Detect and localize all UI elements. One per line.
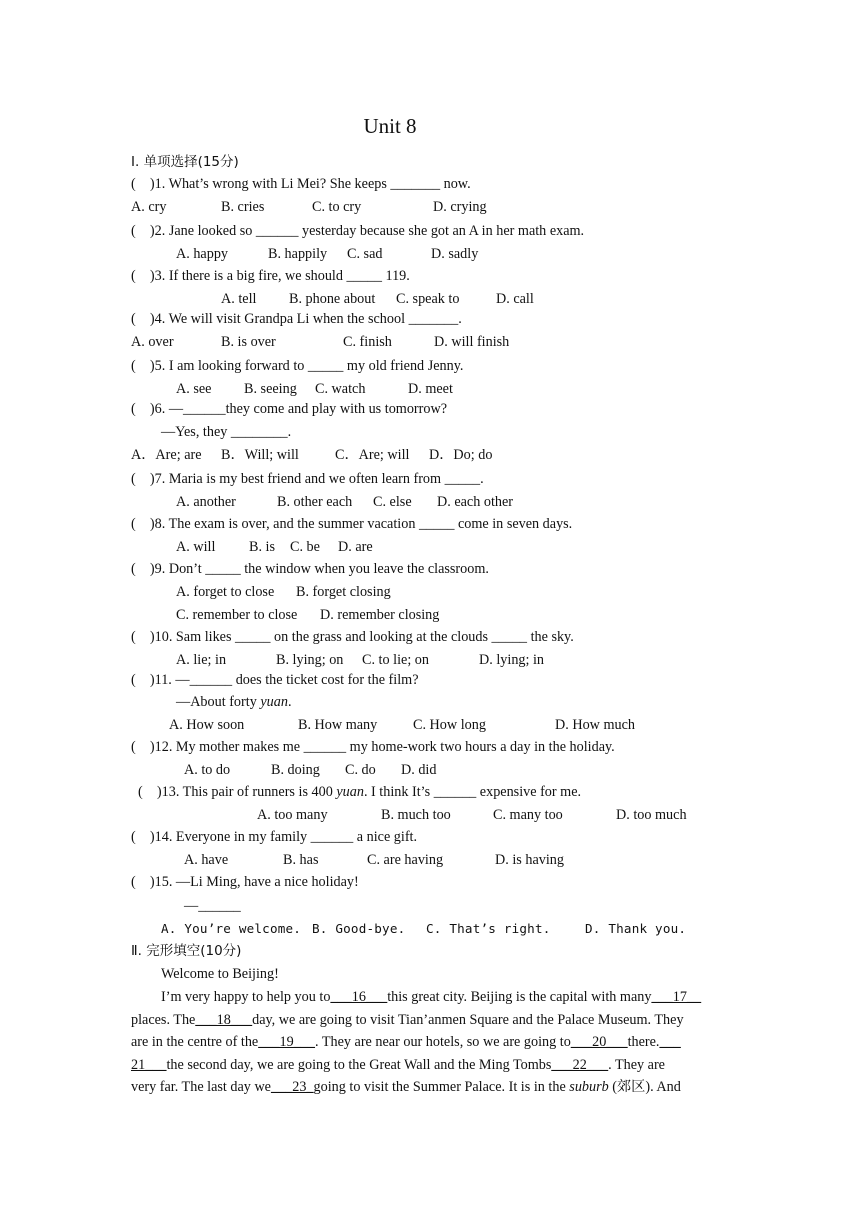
q8-option-c: C. be bbox=[290, 539, 320, 555]
blank-19: ___19___ bbox=[258, 1034, 315, 1050]
q10-stem: ( )10. Sam likes _____ on the grass and looking at the clouds _____ the sky. bbox=[131, 629, 574, 645]
q4-option-c: C. finish bbox=[343, 334, 392, 350]
q6-option-b: B．Will; will bbox=[221, 447, 299, 463]
q10-option-a: A. lie; in bbox=[176, 652, 227, 668]
q2-stem: ( )2. Jane looked so ______ yesterday because she got an A in her math exam. bbox=[131, 223, 585, 239]
q11-answer-end: . bbox=[287, 694, 292, 710]
passage-text: this great city. Beijing is the capital with many bbox=[387, 989, 652, 1005]
q13-option-b: B. much too bbox=[381, 807, 451, 823]
q9-option-b: B. forget closing bbox=[296, 584, 391, 600]
q5-option-c: C. watch bbox=[315, 381, 366, 397]
q1-option-a: A. cry bbox=[131, 199, 167, 215]
q9-option-d: D. remember closing bbox=[320, 607, 440, 623]
q4-option-b: B. is over bbox=[221, 334, 276, 350]
q8-option-d: D. are bbox=[338, 539, 373, 555]
blank-18: ___18___ bbox=[195, 1012, 253, 1028]
q14-option-d: D. is having bbox=[495, 852, 564, 868]
q11-option-b: B. How many bbox=[298, 717, 378, 733]
q8-option-a: A. will bbox=[176, 539, 216, 555]
passage-text: very far. The last day we bbox=[131, 1079, 271, 1095]
passage-line-2 bbox=[131, 1011, 684, 1029]
q13-option-c: C. many too bbox=[493, 807, 563, 823]
q1-option-b: B. cries bbox=[221, 199, 265, 215]
q7-option-b: B. other each bbox=[277, 494, 353, 510]
q3-option-d: D. call bbox=[496, 291, 534, 307]
q9-stem: ( )9. Don’t _____ the window when you leave the classroom. bbox=[131, 561, 489, 577]
q12-option-c: C. do bbox=[345, 762, 376, 778]
q2-option-b: B. happily bbox=[268, 246, 328, 262]
passage-text: going to visit the Summer Palace. It is in the bbox=[313, 1079, 570, 1095]
q7-stem: ( )7. Maria is my best friend and we often learn from _____. bbox=[131, 471, 484, 487]
q14-stem: ( )14. Everyone in my family ______ a nice gift. bbox=[131, 829, 418, 845]
q12-stem: ( )12. My mother makes me ______ my home-work two hours a day in the holiday. bbox=[131, 739, 615, 755]
q9-option-c: C. remember to close bbox=[176, 607, 298, 623]
q3-option-c: C. speak to bbox=[396, 291, 460, 307]
section-2-heading: Ⅱ. 完形填空(10分) bbox=[131, 943, 242, 959]
q8-stem: ( )8. The exam is over, and the summer vacation _____ come in seven days. bbox=[131, 516, 573, 532]
passage-text: there. bbox=[627, 1034, 660, 1050]
q15-stem: ( )15. —Li Ming, have a nice holiday! bbox=[131, 874, 359, 890]
passage-text: places. The bbox=[131, 1012, 196, 1028]
blank-21-start: ___ bbox=[659, 1034, 681, 1050]
q12-option-a: A. to do bbox=[184, 762, 231, 778]
blank-17: ___17__ bbox=[651, 989, 702, 1005]
q13-stem-italic: yuan bbox=[336, 784, 364, 800]
blank-23: ___23_ bbox=[270, 1079, 314, 1095]
q7-option-c: C. else bbox=[373, 494, 412, 510]
q10-option-b: B. lying; on bbox=[276, 652, 344, 668]
q3-option-a: A. tell bbox=[221, 291, 257, 307]
passage-line-5 bbox=[131, 1078, 681, 1096]
q5-option-d: D. meet bbox=[408, 381, 453, 397]
q3-stem: ( )3. If there is a big fire, we should _____ 119. bbox=[131, 268, 410, 284]
section-1-heading: Ⅰ. 单项选择(15分) bbox=[131, 154, 239, 170]
q2-option-d: D. sadly bbox=[431, 246, 479, 262]
q6-answer-line: —Yes, they ________. bbox=[161, 424, 292, 440]
passage-line-4 bbox=[131, 1056, 665, 1074]
q5-option-b: B. seeing bbox=[244, 381, 297, 397]
q15-answer-line: —______ bbox=[184, 898, 241, 914]
q2-option-a: A. happy bbox=[176, 246, 229, 262]
q15-option-d: D. Thank you. bbox=[585, 921, 687, 936]
q4-stem: ( )4. We will visit Grandpa Li when the school _______. bbox=[131, 311, 462, 327]
q12-option-b: B. doing bbox=[271, 762, 320, 778]
passage-text: the second day, we are going to the Great Wall and the Ming Tombs bbox=[166, 1057, 552, 1073]
q7-option-d: D. each other bbox=[437, 494, 514, 510]
blank-21: 21___ bbox=[131, 1057, 167, 1073]
q11-answer-line bbox=[176, 693, 291, 711]
q1-stem: ( )1. What’s wrong with Li Mei? She keeps _______ now. bbox=[131, 176, 471, 192]
q6-option-c: C．Are; will bbox=[335, 447, 410, 463]
q8-option-b: B. is bbox=[249, 539, 276, 555]
q11-stem: ( )11. —______ does the ticket cost for the film? bbox=[131, 672, 419, 688]
q1-option-d: D. crying bbox=[433, 199, 487, 215]
q5-option-a: A. see bbox=[176, 381, 212, 397]
q13-stem-end: . I think It’s ______ expensive for me. bbox=[363, 784, 582, 800]
q1-option-c: C. to cry bbox=[312, 199, 362, 215]
q10-option-c: C. to lie; on bbox=[362, 652, 429, 668]
q10-option-d: D. lying; in bbox=[479, 652, 545, 668]
q12-option-d: D. did bbox=[401, 762, 437, 778]
passage-text: I’m very happy to help you to bbox=[161, 989, 331, 1005]
q11-answer-text: —About forty bbox=[176, 694, 261, 710]
q14-option-b: B. has bbox=[283, 852, 319, 868]
q3-option-b: B. phone about bbox=[289, 291, 376, 307]
passage-text: are in the centre of the bbox=[131, 1034, 259, 1050]
q13-stem-start: ( )13. This pair of runners is 400 bbox=[138, 784, 337, 800]
passage-text: day, we are going to visit Tian’anmen Square and the Palace Museum. They bbox=[252, 1012, 684, 1028]
blank-16: ___16___ bbox=[330, 989, 388, 1005]
q4-option-d: D. will finish bbox=[434, 334, 510, 350]
q5-stem: ( )5. I am looking forward to _____ my old friend Jenny. bbox=[131, 358, 464, 374]
q7-option-a: A. another bbox=[176, 494, 236, 510]
passage-text: . They are bbox=[608, 1057, 665, 1073]
q6-option-d: D．Do; do bbox=[429, 447, 493, 463]
q6-stem: ( )6. —______they come and play with us tomorrow? bbox=[131, 401, 448, 417]
passage-title: Welcome to Beijing! bbox=[161, 966, 279, 982]
blank-22: ___22___ bbox=[551, 1057, 609, 1073]
q11-answer-italic: yuan bbox=[260, 694, 288, 710]
q4-option-a: A. over bbox=[131, 334, 174, 350]
q15-option-b: B. Good-bye. bbox=[312, 921, 406, 936]
passage-text: . They are near our hotels, so we are going to bbox=[314, 1034, 571, 1050]
q11-option-c: C. How long bbox=[413, 717, 486, 733]
passage-italic-word: suburb bbox=[569, 1079, 609, 1095]
passage-text: (郊区). And bbox=[608, 1079, 681, 1095]
q15-option-a: A. You’re welcome. bbox=[161, 921, 302, 936]
q11-option-a: A. How soon bbox=[169, 717, 245, 733]
q11-option-d: D. How much bbox=[555, 717, 635, 733]
q14-option-c: C. are having bbox=[367, 852, 444, 868]
q13-stem bbox=[138, 783, 581, 801]
q2-option-c: C. sad bbox=[347, 246, 383, 262]
page-title: Unit 8 bbox=[363, 114, 417, 138]
q14-option-a: A. have bbox=[184, 852, 229, 868]
q9-option-a: A. forget to close bbox=[176, 584, 275, 600]
q13-option-a: A. too many bbox=[257, 807, 328, 823]
passage-line-1 bbox=[161, 988, 701, 1006]
q15-option-c: C. That’s right. bbox=[426, 921, 551, 936]
q13-option-d: D. too much bbox=[616, 807, 687, 823]
q6-option-a: A．Are; are bbox=[131, 447, 202, 463]
passage-line-3 bbox=[131, 1033, 681, 1051]
blank-20: ___20___ bbox=[570, 1034, 628, 1050]
